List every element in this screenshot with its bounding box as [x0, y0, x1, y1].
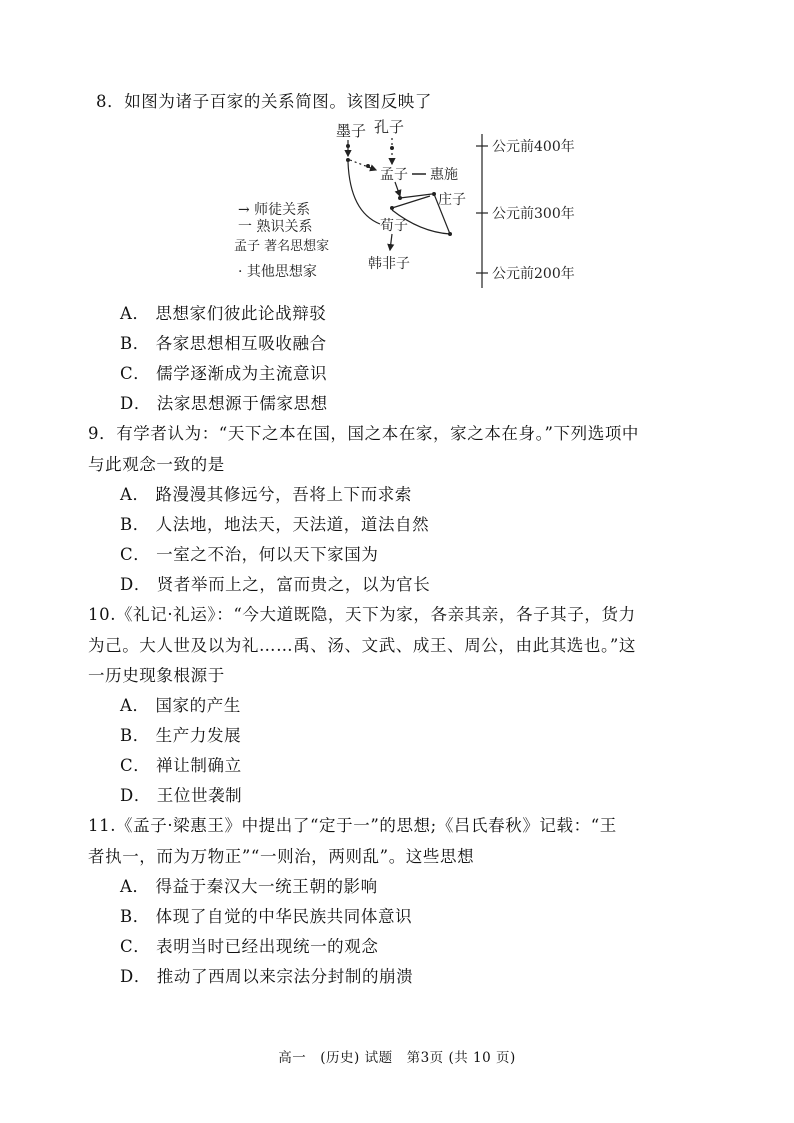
q11-option-d: D． 推动了西周以来宗法分封制的崩溃: [120, 967, 414, 986]
q10-stem-line3: 一历史现象根源于: [88, 666, 225, 685]
q9-option-c: C． 一室之不治，何以天下家国为: [120, 545, 379, 564]
legend-acquaintance: 一 熟识关系: [238, 219, 313, 235]
q10-stem-line2: 为己。大人世及以为礼……禹、汤、文武、成王、周公，由此其选也。”这: [88, 636, 636, 655]
q10-stem-line1: 10.《礼记·礼运》：“今大道既隐，天下为家，各亲其亲，各子其子，货力: [88, 605, 636, 624]
q8-option-b: B． 各家思想相互吸收融合: [120, 334, 327, 353]
q8-option-a: A． 思想家们彼此论战辩驳: [120, 304, 327, 323]
q11-option-a: A． 得益于秦汉大一统王朝的影响: [120, 877, 378, 896]
timeline-200bc: 公元前200年: [492, 266, 575, 282]
q10-option-c: C． 禅让制确立: [120, 756, 242, 775]
q11-option-c: C． 表明当时已经出现统一的观念: [120, 937, 379, 956]
name-mozi: 墨子: [336, 122, 367, 140]
name-zhuangzi: 庄子: [438, 192, 466, 208]
q9-option-b: B． 人法地，地法天，天法道，道法自然: [120, 515, 430, 534]
legend-other-thinker: · 其他思想家: [238, 264, 317, 280]
q10-option-b: B． 生产力发展: [120, 726, 242, 745]
q8-option-d: D． 法家思想源于儒家思想: [120, 394, 328, 413]
name-huishi: 惠施: [430, 167, 458, 183]
q9-option-d: D． 贤者举而上之，富而贵之，以为官长: [120, 575, 431, 594]
page-footer: 高一 (历史) 试题 第3页 (共 10 页): [278, 1050, 516, 1066]
q11-option-b: B． 体现了自觉的中华民族共同体意识: [120, 907, 413, 926]
timeline-400bc: 公元前400年: [492, 139, 575, 155]
timeline-300bc: 公元前300年: [492, 206, 575, 222]
q8-relationship-diagram: [220, 116, 600, 292]
q8-stem: 8．如图为诸子百家的关系简图。该图反映了: [96, 92, 432, 111]
q9-stem-line1: 9．有学者认为：“天下之本在国，国之本在家，家之本在身。”下列选项中: [88, 424, 640, 443]
q9-option-a: A． 路漫漫其修远兮，吾将上下而求索: [120, 485, 412, 504]
q9-stem-line2: 与此观念一致的是: [88, 455, 225, 474]
name-kongzi: 孔子: [374, 118, 405, 136]
q8-option-c: C． 儒学逐渐成为主流意识: [120, 364, 328, 383]
name-mengzi: 孟子: [380, 167, 408, 183]
legend-famous-thinker: 孟子 著名思想家: [234, 239, 330, 254]
legend-teacher-student: → 师徒关系: [238, 202, 311, 218]
q11-stem-line2: 者执一，而为万物正”“一则治，两则乱”。这些思想: [88, 847, 475, 866]
q10-option-d: D． 王位世袭制: [120, 786, 243, 805]
name-hanfeizi: 韩非子: [368, 256, 410, 272]
name-xunzi: 荀子: [380, 218, 408, 234]
q11-stem-line1: 11.《孟子·梁惠王》中提出了“定于一”的思想;《吕氏春秋》记载：“王: [88, 816, 617, 835]
q10-option-a: A． 国家的产生: [120, 696, 241, 715]
